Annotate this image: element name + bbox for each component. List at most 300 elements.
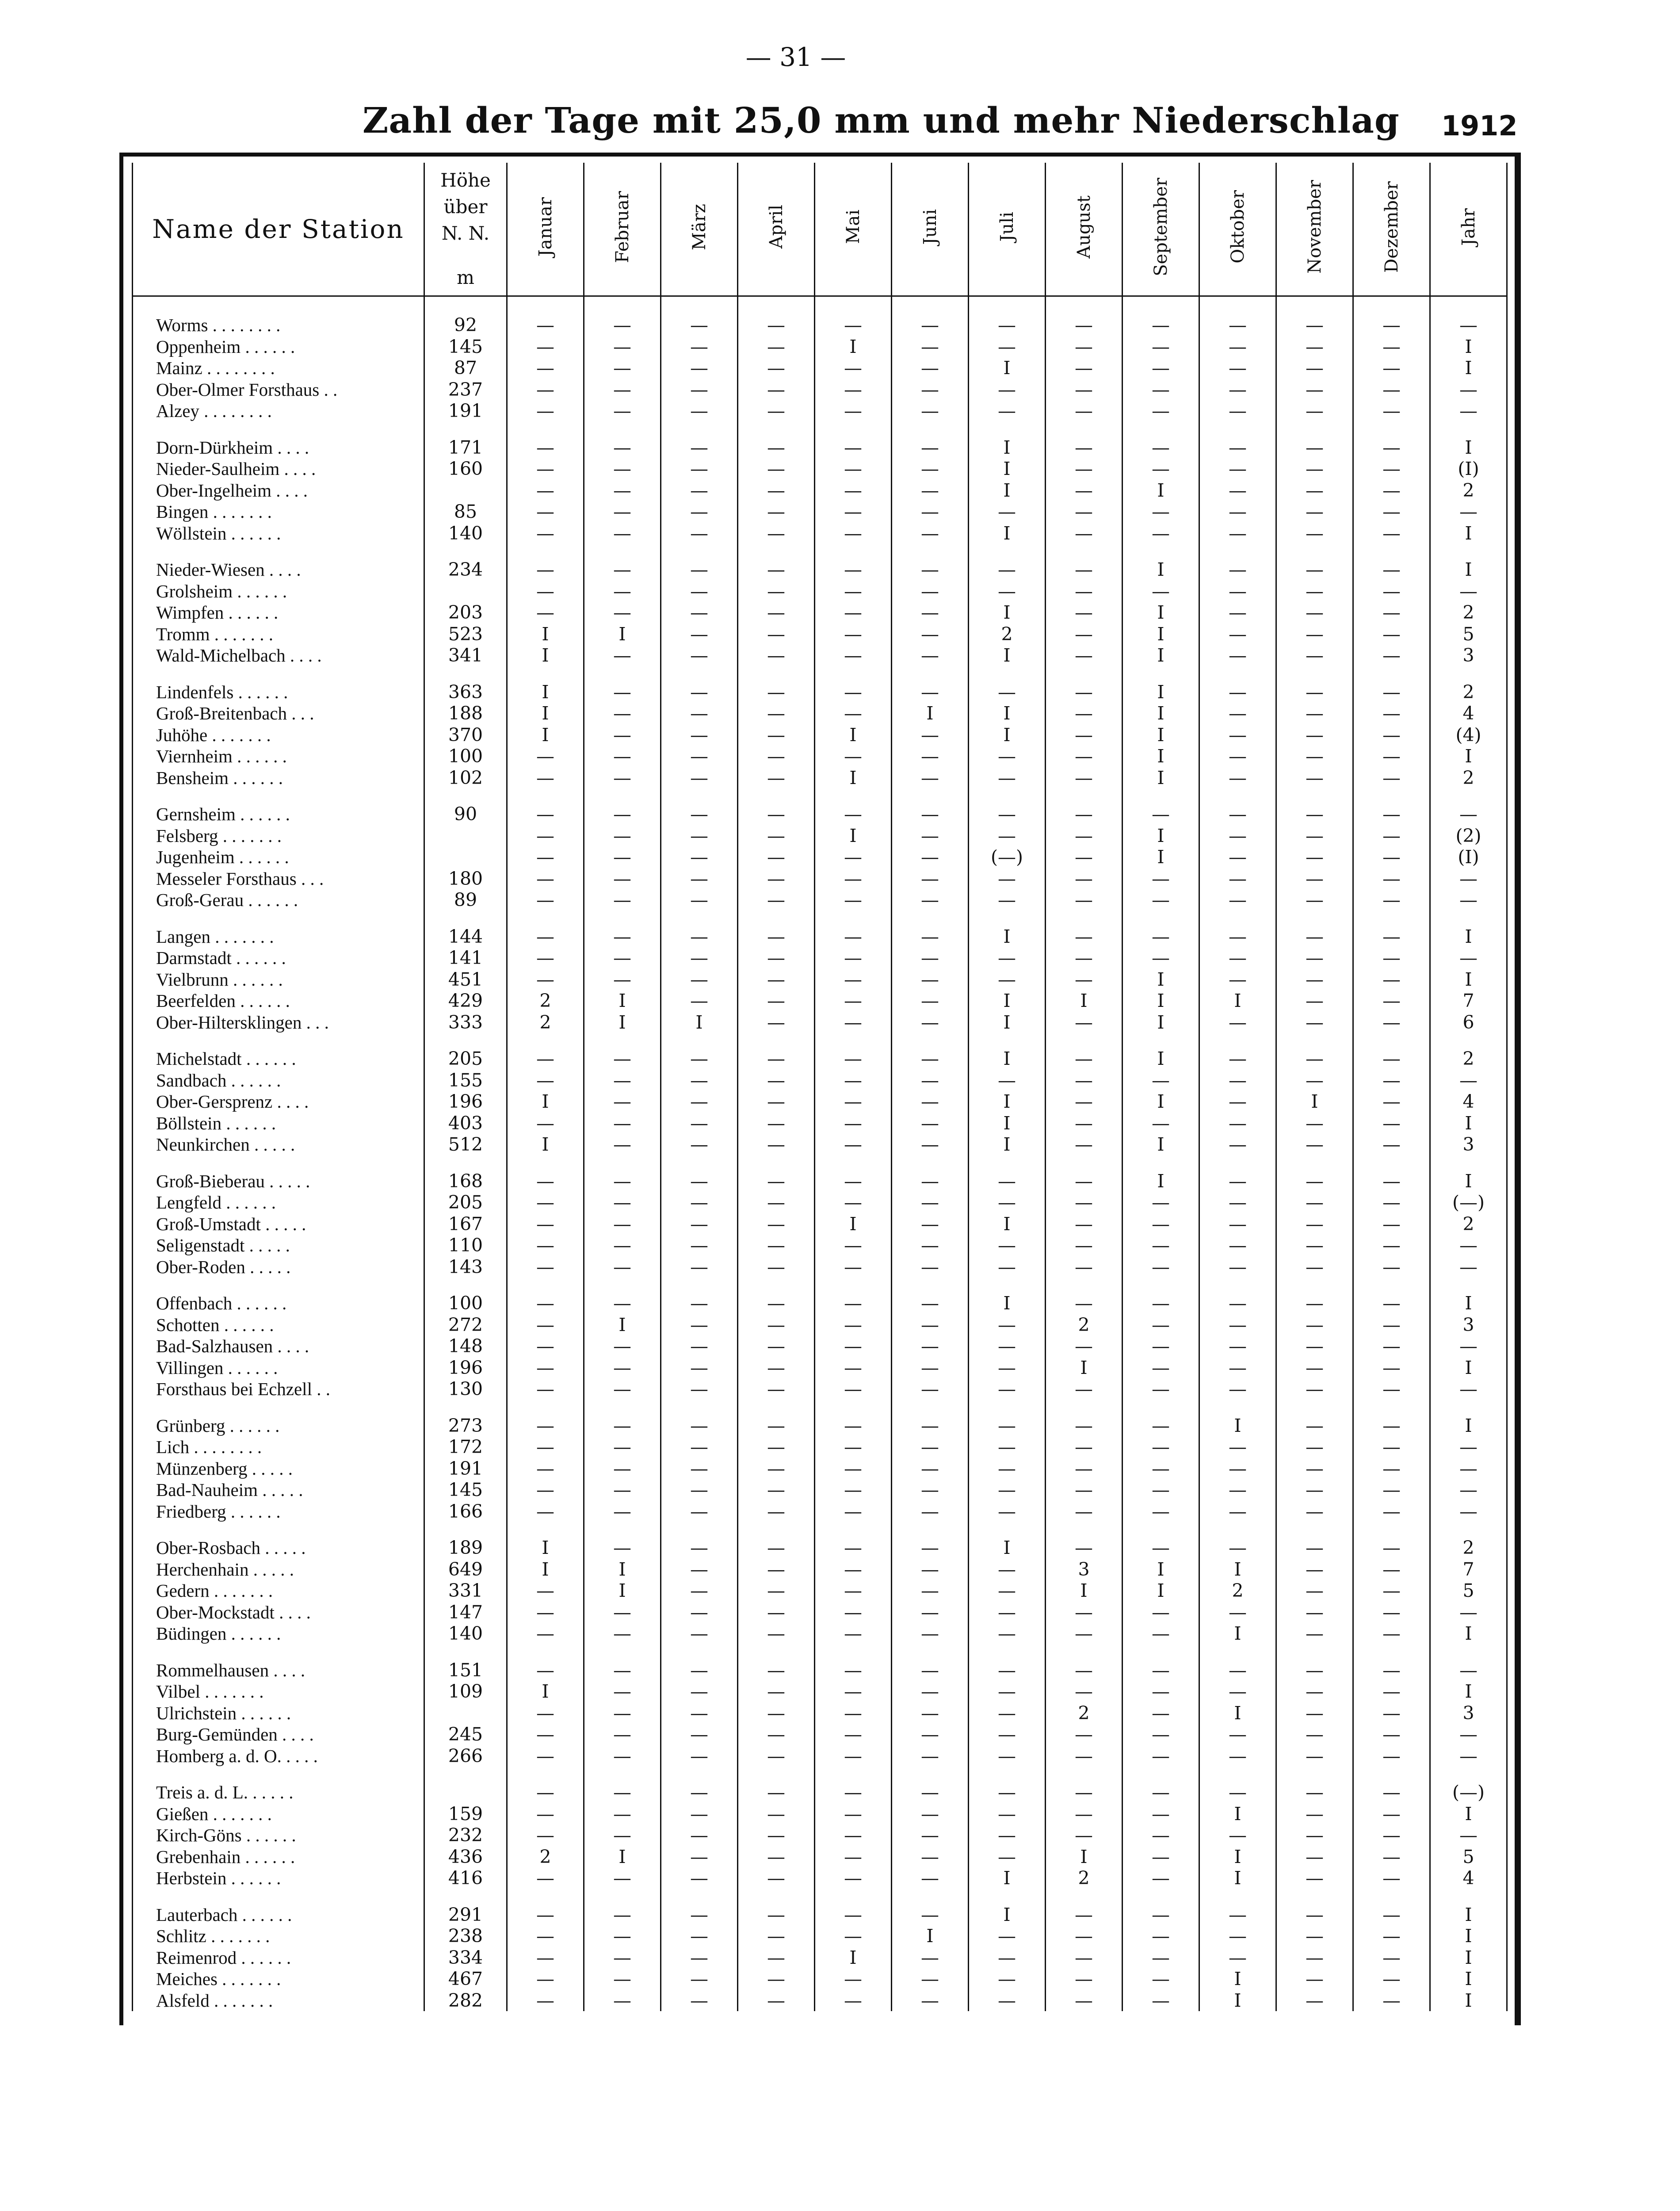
- station-height: 341: [424, 645, 507, 666]
- station-height: [424, 1702, 507, 1724]
- month-value: —: [1276, 1660, 1353, 1681]
- month-value: —: [1353, 1681, 1430, 1702]
- station-name: Beerfelden . . . . . .: [133, 990, 424, 1012]
- month-value: I: [1199, 1415, 1276, 1437]
- month-value: —: [1199, 1904, 1276, 1926]
- month-value: —: [1199, 437, 1276, 459]
- station-height: 145: [424, 1479, 507, 1501]
- month-value: —: [1199, 559, 1276, 581]
- month-value: —: [1276, 1293, 1353, 1314]
- month-value: 2: [1046, 1867, 1123, 1889]
- month-value: I: [1123, 624, 1199, 645]
- month-value: —: [892, 767, 969, 789]
- month-value: —: [1199, 1113, 1276, 1134]
- month-value: —: [1046, 825, 1123, 847]
- month-value: —: [1353, 581, 1430, 602]
- table-row: [133, 1171, 1507, 1192]
- month-value: —: [738, 458, 815, 480]
- month-value: —: [507, 1501, 584, 1522]
- month-value: —: [507, 559, 584, 581]
- table-row: [133, 501, 1507, 523]
- month-value: —: [507, 1580, 584, 1602]
- month-value: —: [1276, 767, 1353, 789]
- month-value: —: [815, 314, 892, 336]
- month-value: I: [1046, 1580, 1123, 1602]
- station-height: 167: [424, 1213, 507, 1235]
- table-row: [133, 1803, 1507, 1825]
- month-value: —: [584, 379, 661, 401]
- month-value: —: [584, 1458, 661, 1480]
- month-value: —: [738, 703, 815, 724]
- month-value: —: [1276, 1357, 1353, 1379]
- station-name: Darmstadt . . . . . .: [133, 947, 424, 969]
- month-value: I: [1199, 1803, 1276, 1825]
- month-value: —: [661, 314, 738, 336]
- station-name: Offenbach . . . . . .: [133, 1293, 424, 1314]
- month-value: —: [1276, 1537, 1353, 1559]
- month-value: —: [815, 602, 892, 624]
- month-value: —: [1199, 1256, 1276, 1278]
- month-value: —: [507, 501, 584, 523]
- month-value: —: [1046, 1968, 1123, 1990]
- month-value: —: [1123, 1968, 1199, 1990]
- month-value: —: [1199, 357, 1276, 379]
- month-value: I: [1123, 703, 1199, 724]
- month-value: —: [815, 1782, 892, 1803]
- month-value: —: [1276, 1968, 1353, 1990]
- month-value: —: [738, 1867, 815, 1889]
- month-value: —: [1046, 947, 1123, 969]
- month-value: —: [738, 846, 815, 868]
- month-value: —: [1353, 1357, 1430, 1379]
- month-value: —: [969, 1235, 1046, 1256]
- station-height: 145: [424, 336, 507, 358]
- month-value: —: [1199, 1825, 1276, 1846]
- month-value: —: [738, 1537, 815, 1559]
- month-value: I: [1046, 1357, 1123, 1379]
- month-value: —: [1046, 1048, 1123, 1070]
- month-value: —: [1123, 1825, 1199, 1846]
- month-value: —: [815, 1904, 892, 1926]
- year-value: I: [1430, 437, 1507, 459]
- month-value: —: [738, 1293, 815, 1314]
- station-height: 147: [424, 1602, 507, 1623]
- station-height: [424, 480, 507, 501]
- year-value: I: [1430, 1293, 1507, 1314]
- month-value: —: [661, 746, 738, 767]
- table-row: [133, 1745, 1507, 1767]
- month-value: —: [738, 969, 815, 991]
- table-row: [133, 480, 1507, 501]
- month-value: I: [1199, 990, 1276, 1012]
- station-height: 238: [424, 1925, 507, 1947]
- station-height: 102: [424, 767, 507, 789]
- station-name: Treis a. d. L. . . . . .: [133, 1782, 424, 1803]
- month-value: —: [892, 645, 969, 666]
- month-value: —: [738, 1660, 815, 1681]
- month-value: —: [584, 1925, 661, 1947]
- month-value: —: [584, 868, 661, 890]
- month-value: —: [1199, 1091, 1276, 1113]
- month-value: —: [815, 703, 892, 724]
- month-value: —: [507, 803, 584, 825]
- month-value: I: [507, 1681, 584, 1702]
- month-value: I: [507, 1537, 584, 1559]
- month-value: —: [1123, 1235, 1199, 1256]
- month-value: —: [1199, 1458, 1276, 1480]
- table-row: [133, 1623, 1507, 1645]
- month-value: —: [738, 357, 815, 379]
- month-value: —: [584, 889, 661, 911]
- month-value: —: [1199, 825, 1276, 847]
- month-value: —: [1046, 1256, 1123, 1278]
- table-row: [133, 1660, 1507, 1681]
- month-value: —: [892, 1803, 969, 1825]
- month-value: —: [1046, 1660, 1123, 1681]
- month-value: —: [661, 480, 738, 501]
- month-value: —: [1276, 746, 1353, 767]
- header-height-line2: über: [443, 196, 488, 218]
- station-name: Lindenfels . . . . . .: [133, 681, 424, 703]
- month-value: —: [661, 1990, 738, 2012]
- month-value: —: [1353, 947, 1430, 969]
- month-value: —: [1276, 1867, 1353, 1889]
- month-value: —: [1123, 1660, 1199, 1681]
- month-value: —: [584, 1803, 661, 1825]
- station-name: Groß-Umstadt . . . . .: [133, 1213, 424, 1235]
- station-height: 141: [424, 947, 507, 969]
- month-value: —: [584, 1256, 661, 1278]
- station-name: Viernheim . . . . . .: [133, 746, 424, 767]
- month-value: —: [1199, 1782, 1276, 1803]
- month-value: —: [661, 846, 738, 868]
- table-row: [133, 1091, 1507, 1113]
- table-row: [133, 1335, 1507, 1357]
- month-value: —: [815, 1091, 892, 1113]
- month-value: —: [815, 559, 892, 581]
- month-value: —: [815, 1803, 892, 1825]
- month-value: —: [1353, 1256, 1430, 1278]
- month-value: —: [1046, 624, 1123, 645]
- month-value: I: [1199, 1623, 1276, 1645]
- table-row: [133, 559, 1507, 581]
- month-value: —: [738, 1235, 815, 1256]
- table-row: [133, 1782, 1507, 1803]
- month-value: —: [1353, 767, 1430, 789]
- month-value: —: [1276, 1702, 1353, 1724]
- month-value: —: [738, 1378, 815, 1400]
- station-name: Münzenberg . . . . .: [133, 1458, 424, 1480]
- month-value: —: [1123, 458, 1199, 480]
- month-value: —: [507, 1947, 584, 1969]
- month-value: —: [738, 990, 815, 1012]
- month-value: —: [738, 767, 815, 789]
- month-value: I: [584, 1580, 661, 1602]
- month-value: —: [1123, 947, 1199, 969]
- month-value: —: [661, 1782, 738, 1803]
- month-value: —: [892, 1458, 969, 1480]
- month-value: —: [661, 581, 738, 602]
- month-value: —: [1046, 1213, 1123, 1235]
- month-value: —: [1199, 400, 1276, 422]
- month-value: —: [815, 400, 892, 422]
- month-value: —: [584, 1501, 661, 1522]
- table-row: [133, 703, 1507, 724]
- station-height: [424, 846, 507, 868]
- station-height: 232: [424, 1825, 507, 1846]
- month-value: —: [892, 501, 969, 523]
- month-value: —: [969, 1846, 1046, 1868]
- month-value: —: [1123, 501, 1199, 523]
- month-value: —: [1353, 1559, 1430, 1580]
- station-height: 451: [424, 969, 507, 991]
- month-value: —: [1199, 1314, 1276, 1336]
- month-value: —: [892, 889, 969, 911]
- month-value: —: [1353, 926, 1430, 948]
- table-row: [133, 379, 1507, 401]
- month-value: —: [815, 1990, 892, 2012]
- month-value: —: [1199, 379, 1276, 401]
- month-value: —: [1353, 559, 1430, 581]
- month-value: —: [507, 1782, 584, 1803]
- month-value: —: [1123, 926, 1199, 948]
- station-name: Alzey . . . . . . . .: [133, 400, 424, 422]
- month-value: —: [1276, 480, 1353, 501]
- month-value: —: [892, 1012, 969, 1033]
- month-value: —: [815, 1559, 892, 1580]
- month-value: —: [969, 1990, 1046, 2012]
- month-value: —: [1353, 1213, 1430, 1235]
- table-row: [133, 1580, 1507, 1602]
- month-value: —: [507, 1623, 584, 1645]
- station-name: Ober-Mockstadt . . . .: [133, 1602, 424, 1623]
- month-value: I: [1123, 825, 1199, 847]
- month-value: —: [738, 1256, 815, 1278]
- month-value: —: [1276, 1235, 1353, 1256]
- year-value: 2: [1430, 1213, 1507, 1235]
- header-month: Juni: [892, 163, 969, 296]
- month-value: —: [892, 1825, 969, 1846]
- month-value: —: [892, 1048, 969, 1070]
- month-value: —: [815, 1048, 892, 1070]
- month-value: —: [892, 803, 969, 825]
- month-value: —: [738, 1213, 815, 1235]
- year-value: I: [1430, 1415, 1507, 1437]
- month-value: I: [1123, 969, 1199, 991]
- month-value: —: [738, 1947, 815, 1969]
- station-name: Ober-Hiltersklingen . . .: [133, 1012, 424, 1033]
- month-value: —: [1276, 1990, 1353, 2012]
- month-value: —: [1199, 314, 1276, 336]
- month-value: —: [892, 1171, 969, 1192]
- month-value: —: [661, 1335, 738, 1357]
- station-height: 523: [424, 624, 507, 645]
- month-value: —: [661, 889, 738, 911]
- year-value: —: [1430, 947, 1507, 969]
- month-value: —: [1276, 803, 1353, 825]
- station-name: Ober-Olmer Forsthaus . .: [133, 379, 424, 401]
- year-value: 4: [1430, 1867, 1507, 1889]
- month-value: —: [1276, 1846, 1353, 1868]
- header-month: Oktober: [1199, 163, 1276, 296]
- month-value: —: [1199, 1660, 1276, 1681]
- group-separator: [133, 911, 1507, 926]
- month-value: —: [969, 1357, 1046, 1379]
- month-value: —: [584, 336, 661, 358]
- month-value: —: [1123, 1070, 1199, 1091]
- station-height: 130: [424, 1378, 507, 1400]
- month-value: —: [1353, 1335, 1430, 1357]
- month-value: —: [1276, 1113, 1353, 1134]
- month-value: —: [584, 458, 661, 480]
- month-value: —: [1199, 1947, 1276, 1969]
- month-value: —: [1353, 602, 1430, 624]
- month-value: —: [1046, 581, 1123, 602]
- month-value: I: [1199, 1990, 1276, 2012]
- table-row: [133, 314, 1507, 336]
- month-value: —: [661, 1479, 738, 1501]
- header-month: September: [1123, 163, 1199, 296]
- month-value: —: [1123, 1479, 1199, 1501]
- table-row: [133, 681, 1507, 703]
- group-separator: [133, 1033, 1507, 1048]
- year-value: 4: [1430, 1091, 1507, 1113]
- year-value: I: [1430, 1113, 1507, 1134]
- month-value: —: [1353, 1293, 1430, 1314]
- month-value: I: [1199, 1968, 1276, 1990]
- month-value: —: [507, 437, 584, 459]
- month-value: —: [661, 1134, 738, 1155]
- month-value: —: [1123, 1335, 1199, 1357]
- station-name: Worms . . . . . . . .: [133, 314, 424, 336]
- year-value: —: [1430, 1256, 1507, 1278]
- month-value: —: [1199, 1436, 1276, 1458]
- month-value: —: [1046, 1415, 1123, 1437]
- month-value: —: [1046, 926, 1123, 948]
- month-value: —: [1046, 703, 1123, 724]
- month-value: —: [738, 1580, 815, 1602]
- month-value: —: [1199, 624, 1276, 645]
- month-value: —: [1123, 400, 1199, 422]
- month-value: —: [584, 969, 661, 991]
- table-row: [133, 458, 1507, 480]
- month-value: —: [1353, 1990, 1430, 2012]
- year-value: 2: [1430, 602, 1507, 624]
- month-value: —: [815, 1745, 892, 1767]
- table-row: [133, 1867, 1507, 1889]
- month-value: I: [892, 703, 969, 724]
- month-value: —: [661, 767, 738, 789]
- month-value: —: [1199, 581, 1276, 602]
- month-value: —: [1276, 926, 1353, 948]
- month-value: —: [969, 1580, 1046, 1602]
- year-value: 5: [1430, 1580, 1507, 1602]
- month-value: —: [969, 868, 1046, 890]
- month-value: —: [507, 889, 584, 911]
- header-month: Mai: [815, 163, 892, 296]
- month-value: —: [1123, 803, 1199, 825]
- month-value: —: [584, 767, 661, 789]
- month-value: I: [1199, 1867, 1276, 1889]
- month-value: —: [892, 1602, 969, 1623]
- table-row: [133, 336, 1507, 358]
- month-value: —: [1046, 681, 1123, 703]
- month-value: —: [661, 437, 738, 459]
- station-height: 196: [424, 1357, 507, 1379]
- month-value: —: [815, 1681, 892, 1702]
- month-value: —: [738, 1134, 815, 1155]
- month-value: —: [1276, 314, 1353, 336]
- month-value: —: [661, 1378, 738, 1400]
- year-value: I: [1430, 1623, 1507, 1645]
- month-value: —: [738, 1113, 815, 1134]
- station-name: Grolsheim . . . . . .: [133, 581, 424, 602]
- month-value: I: [969, 926, 1046, 948]
- month-value: —: [1199, 969, 1276, 991]
- month-value: —: [1353, 480, 1430, 501]
- month-value: —: [969, 1501, 1046, 1522]
- month-value: —: [1199, 1537, 1276, 1559]
- month-value: —: [661, 1113, 738, 1134]
- month-value: I: [969, 602, 1046, 624]
- month-value: —: [1353, 1702, 1430, 1724]
- precipitation-table: [132, 163, 1508, 2011]
- month-value: —: [969, 681, 1046, 703]
- table-row: [133, 1825, 1507, 1846]
- table-row: [133, 1436, 1507, 1458]
- month-value: —: [1353, 1623, 1430, 1645]
- month-value: —: [584, 1479, 661, 1501]
- month-value: —: [584, 1681, 661, 1702]
- month-value: —: [1046, 1623, 1123, 1645]
- station-height: 333: [424, 1012, 507, 1033]
- month-value: —: [815, 1660, 892, 1681]
- year-value: 7: [1430, 1559, 1507, 1580]
- month-value: I: [969, 1113, 1046, 1134]
- month-value: —: [1199, 746, 1276, 767]
- month-value: —: [507, 1213, 584, 1235]
- month-value: —: [815, 1436, 892, 1458]
- year-value: 2: [1430, 480, 1507, 501]
- month-value: —: [584, 645, 661, 666]
- month-value: —: [1123, 1702, 1199, 1724]
- month-value: —: [738, 681, 815, 703]
- month-value: —: [661, 1537, 738, 1559]
- station-name: Schlitz . . . . . . .: [133, 1925, 424, 1947]
- month-value: —: [892, 1968, 969, 1990]
- month-value: —: [815, 969, 892, 991]
- month-value: —: [584, 1702, 661, 1724]
- month-value: —: [1353, 1091, 1430, 1113]
- year-value: I: [1430, 1171, 1507, 1192]
- month-value: —: [661, 1458, 738, 1480]
- month-value: —: [584, 357, 661, 379]
- table-row: [133, 803, 1507, 825]
- month-value: —: [507, 1458, 584, 1480]
- month-value: —: [969, 314, 1046, 336]
- month-value: —: [661, 523, 738, 544]
- month-value: —: [1353, 1378, 1430, 1400]
- month-value: —: [892, 990, 969, 1012]
- month-value: —: [1123, 1192, 1199, 1213]
- month-value: —: [892, 947, 969, 969]
- month-value: —: [1199, 336, 1276, 358]
- station-name: Gedern . . . . . . .: [133, 1580, 424, 1602]
- station-height: 416: [424, 1867, 507, 1889]
- month-value: —: [1276, 1803, 1353, 1825]
- month-value: —: [892, 581, 969, 602]
- month-value: —: [815, 868, 892, 890]
